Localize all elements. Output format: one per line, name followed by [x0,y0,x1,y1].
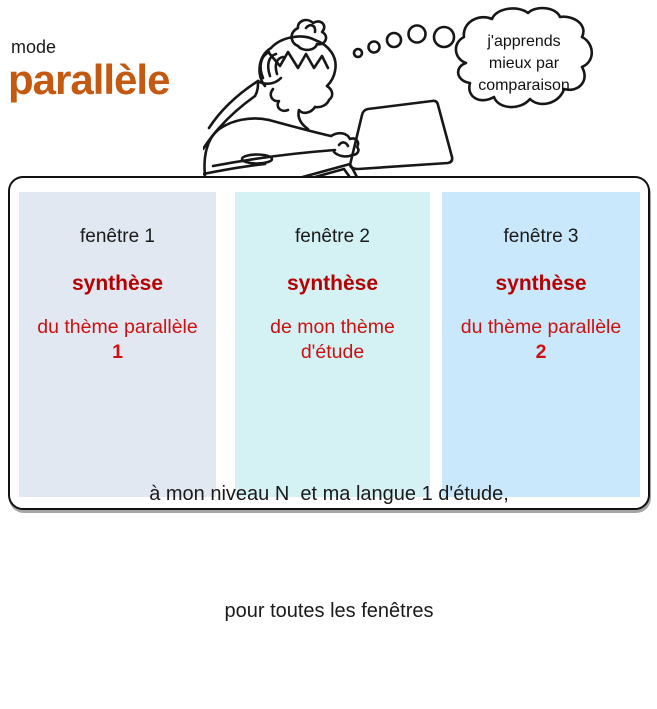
thought-dots [354,26,454,58]
theme-line-1: de mon thème [270,316,395,338]
footer-note [10,397,648,709]
footer-line-1: à mon niveau N et ma langue 1 d'étude, [149,483,509,505]
thinking-person-illustration [203,8,460,176]
mode-title: parallèle [8,56,170,103]
window-label: fenêtre 3 [503,226,579,247]
thought-bubble-line1: j'apprends [487,33,561,50]
thought-bubble-text [448,31,600,97]
window-label: fenêtre 1 [80,226,155,247]
theme-description [19,315,216,365]
mode-label: mode [11,37,57,57]
theme-line-1: du thème parallèle [460,316,622,338]
window-label: fenêtre 2 [295,226,370,247]
thought-bubble [448,5,600,129]
theme-line-1: du thème parallèle [37,316,198,338]
theme-description [442,315,640,365]
footer-line-2: pour toutes les fenêtres [224,600,434,622]
theme-line-2: d'étude [300,341,365,363]
synthese-label: synthèse [286,272,379,295]
content-box [8,176,650,622]
synthese-label: synthèse [495,272,587,295]
theme-line-2: 2 [535,341,547,363]
thought-bubble-line3: comparaison [478,77,570,94]
thought-bubble-line2: mieux par [488,55,560,72]
synthese-label: synthèse [71,272,164,295]
theme-line-2: 1 [112,341,123,363]
theme-description [235,315,430,365]
